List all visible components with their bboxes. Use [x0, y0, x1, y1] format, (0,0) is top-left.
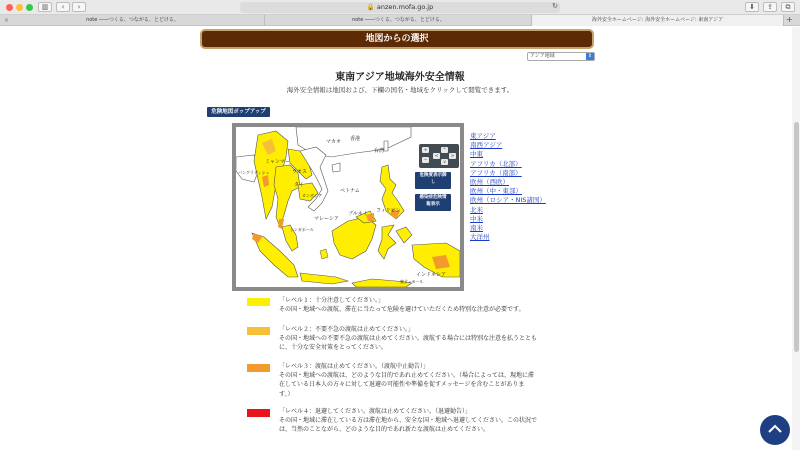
- tab-note-2[interactable]: [265, 15, 532, 26]
- map-label-malaysia[interactable]: マレーシア: [314, 216, 339, 222]
- infection-risk-display-button[interactable]: [415, 194, 451, 211]
- region-link-oceania[interactable]: 大洋州: [470, 233, 490, 242]
- taiwan-island: [384, 141, 388, 151]
- tabs-overview-icon[interactable]: ⧉: [781, 2, 795, 12]
- legend-level-3: [247, 362, 567, 402]
- zoom-out-button[interactable]: −: [423, 157, 428, 162]
- region-link-east-asia[interactable]: 東アジア: [470, 132, 496, 140]
- page-content: [0, 27, 800, 450]
- legend-swatch-level-3: [247, 364, 270, 372]
- sidebar-icon[interactable]: ▥: [38, 2, 52, 12]
- map-label-laos[interactable]: ラオス: [292, 169, 307, 175]
- legend-text-level-4: 「レベル４：退避してください。渡航は止めてください。（退避勧告）」 その国・地域に滞在している方は滞在地から、安全な国・地域へ退避してください。この状況で は、当然のことながら、どのような目的であれ新たな渡航は止めてください。: [279, 408, 538, 434]
- map-label-indonesia[interactable]: インドネシア: [416, 272, 446, 278]
- address-bar[interactable]: [240, 2, 560, 13]
- url-text: anzen.mofa.go.jp: [376, 3, 434, 11]
- region-link-europe-central-east[interactable]: 欧州（中・東部）: [470, 187, 522, 196]
- chevron-down-icon: ⇕: [587, 53, 593, 59]
- tab-label: note ――つくる、つながる、とどける。: [86, 17, 179, 23]
- chevron-up-icon: [767, 423, 783, 435]
- tab-note-1[interactable]: [0, 15, 265, 26]
- close-window-icon[interactable]: [6, 4, 13, 11]
- map-label-cambodia[interactable]: カンボジア: [302, 193, 322, 198]
- small-islands-1: [320, 249, 328, 259]
- region-link-middle-east[interactable]: 中東: [470, 150, 483, 159]
- danger-level-display-button[interactable]: [415, 172, 451, 189]
- page-title: 東南アジア地域海外安全情報: [335, 72, 465, 83]
- close-tab-icon[interactable]: ×: [4, 17, 10, 24]
- page-subtitle: 海外安全情報は地図および、下欄の国名・地域をクリックして閲覧できます。: [286, 86, 514, 94]
- back-icon[interactable]: ‹: [56, 2, 70, 12]
- pan-left-button[interactable]: <: [434, 153, 439, 158]
- map-label-singapore[interactable]: シンガポール: [290, 227, 314, 232]
- danger-level-label-2: し: [430, 180, 436, 185]
- map-label-philippines[interactable]: フィリピン: [376, 208, 401, 214]
- browser-toolbar: [0, 0, 800, 15]
- region-link-southwest-asia[interactable]: 南西アジア: [470, 141, 503, 150]
- map-label-vietnam[interactable]: ベトナム: [340, 188, 360, 194]
- map-label-brunei[interactable]: ブルネイ: [348, 211, 368, 217]
- legend-level-2: [247, 325, 567, 355]
- infection-label-2: 報表示: [426, 202, 440, 207]
- reload-icon[interactable]: ↻: [552, 2, 558, 10]
- legend-text-level-1: 「レベル１：十分注意してください。」 その国・地域への渡航、滞在に当たって危険を避けていただくため特別な注意が必要です。: [279, 297, 525, 314]
- pan-down-button[interactable]: v: [441, 159, 448, 165]
- download-icon[interactable]: ⬇: [745, 2, 759, 12]
- share-icon[interactable]: ⇪: [763, 2, 777, 12]
- region-link-list: [470, 132, 546, 242]
- danger-map-popup-button[interactable]: 危険地図ポップアップ: [207, 107, 270, 117]
- java-region: [300, 273, 348, 284]
- region-link-europe-russia-nis[interactable]: 欧州（ロシア・NIS諸国）: [470, 196, 546, 205]
- map-label-hongkong[interactable]: 香港: [350, 136, 361, 142]
- zoom-window-icon[interactable]: [26, 4, 33, 11]
- tab-label: 海外安全ホームページ: 海外安全ホームページ: 東南アジア: [591, 17, 724, 23]
- hainan-island: [332, 163, 340, 172]
- minimize-window-icon[interactable]: [16, 4, 23, 11]
- tab-label: note ――つくる、つながる、とどける。: [352, 17, 445, 23]
- map-selection-header: 地図からの選択: [200, 29, 594, 49]
- sulawesi-region: [378, 225, 396, 259]
- eastern-islands: [396, 227, 412, 243]
- tab-anzen-active[interactable]: [532, 15, 784, 26]
- vietnam-region: [300, 147, 328, 211]
- region-link-south-america[interactable]: 南米: [470, 224, 483, 233]
- scrollbar-thumb[interactable]: [794, 122, 799, 352]
- map-navigation-pad: [419, 144, 459, 168]
- region-link-europe-west[interactable]: 欧州（西欧）: [470, 178, 509, 187]
- tab-bar: [0, 15, 800, 26]
- danger-level-label-1: 危険度表示御: [419, 173, 447, 178]
- legend-text-level-2: 「レベル２：不要不急の渡航は止めてください。」 その国・地域への不要不急の渡航は止めてください。渡航する場合には特別な注意を払うととも に、十分な安全対策をとってください。: [279, 326, 538, 352]
- legend-text-level-3: 「レベル３：渡航は止めてください。（渡航中止勧告）」 その国・地域への渡航は、どのような目的であれ止めてください。（場合によっては、現地に滞 在している日本人の方々に対して退避の可能性や準備を促すメッセージを含むことがありま す。）: [279, 363, 535, 398]
- region-link-north-america[interactable]: 北米: [470, 205, 483, 214]
- region-select[interactable]: [527, 52, 595, 61]
- legend-swatch-level-2: [247, 327, 270, 335]
- zoom-in-button[interactable]: +: [423, 147, 428, 152]
- legend-level-4: [247, 407, 567, 437]
- borneo-region: [332, 217, 376, 259]
- map-label-timor[interactable]: 東ティモール: [400, 279, 424, 284]
- region-link-central-america[interactable]: 中米: [470, 214, 483, 223]
- page-scrollbar[interactable]: [792, 27, 800, 450]
- legend-swatch-level-1: [247, 298, 270, 306]
- map-label-myanmar[interactable]: ミャンマー: [265, 159, 290, 165]
- map-label-macau[interactable]: マカオ: [326, 139, 342, 145]
- legend-swatch-level-4: [247, 409, 270, 417]
- pan-up-button[interactable]: ^: [442, 147, 447, 152]
- risk-map: [232, 123, 464, 291]
- map-label-bangladesh[interactable]: バングラディシュ: [238, 170, 270, 175]
- map-canvas[interactable]: [236, 127, 460, 287]
- legend-level-1: [247, 296, 567, 318]
- region-link-africa-north[interactable]: アフリカ（北部）: [470, 159, 522, 168]
- new-tab-icon[interactable]: +: [786, 15, 793, 24]
- lock-icon: 🔒: [366, 3, 377, 11]
- back-to-top-button[interactable]: [760, 415, 790, 445]
- region-link-africa-south[interactable]: アフリカ（南部）: [470, 168, 522, 177]
- infection-label-1: 感染症危険情: [419, 195, 447, 200]
- forward-icon[interactable]: ›: [72, 2, 86, 12]
- map-label-thailand[interactable]: タイ: [294, 182, 304, 188]
- region-select-value: アジア地域: [530, 53, 555, 59]
- pan-right-button[interactable]: >: [450, 153, 455, 158]
- map-label-taiwan[interactable]: 台湾: [374, 148, 385, 154]
